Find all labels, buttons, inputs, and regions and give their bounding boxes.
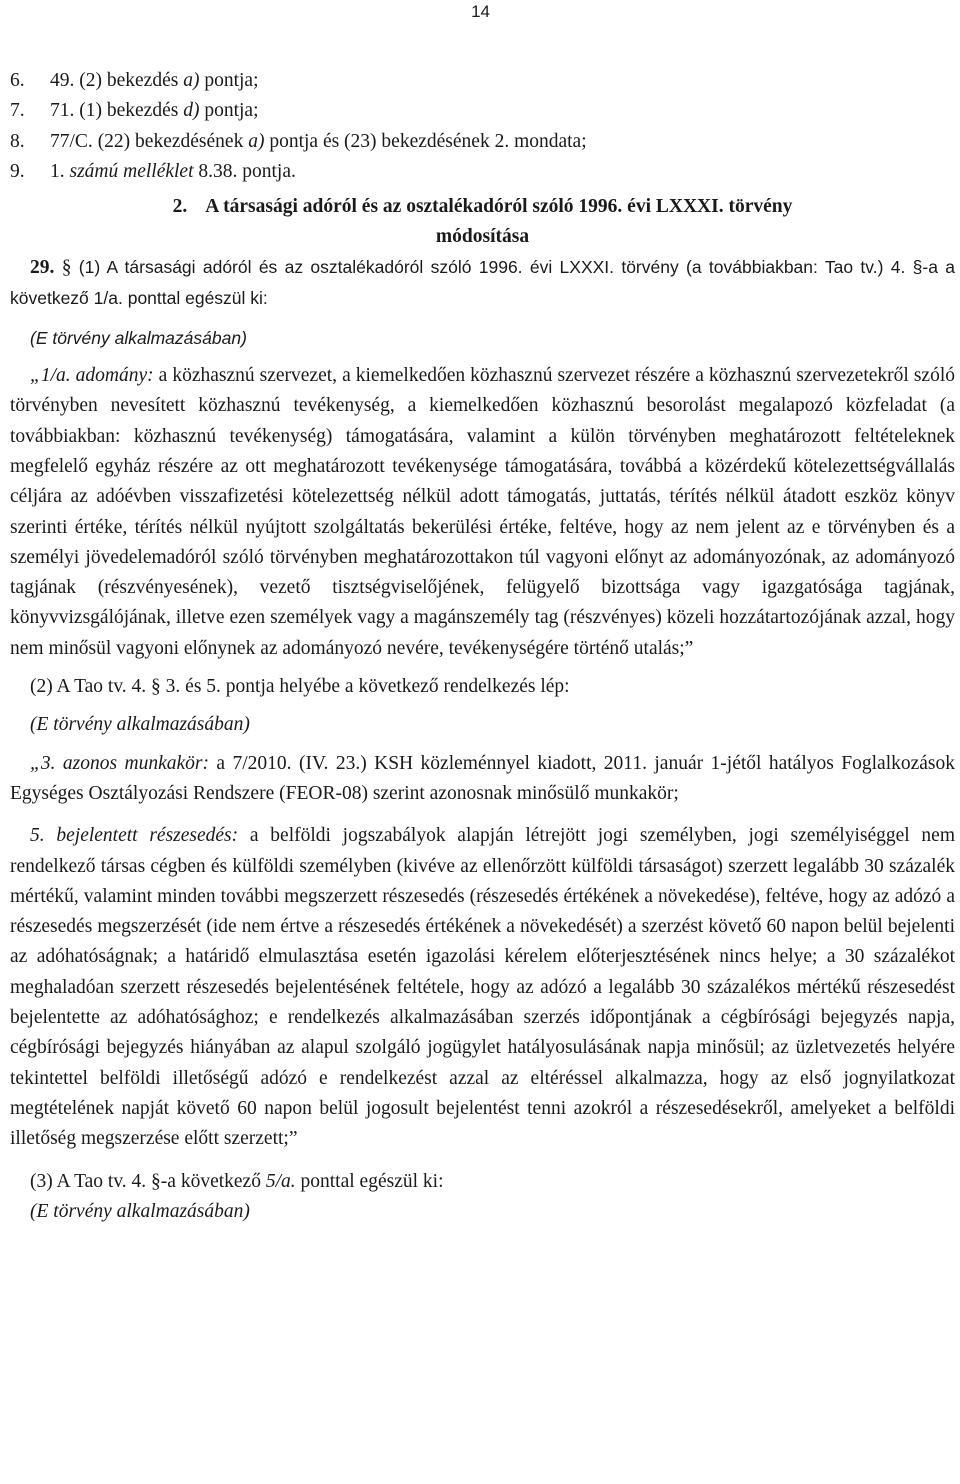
list-item bbox=[10, 66, 955, 96]
chapter-heading: 2. A társasági adóról és az osztalékadóról szóló 1996. évi LXXXI. törvény módosítása bbox=[172, 196, 793, 248]
definition-3: „3. azonos munkakör: a 7/2010. (IV. 23.) KSH közleménnyel kiadott, 2011. január 1-jétől hatályos Foglalkozások Egységes Osztályozási Rendszere (FEOR-08) szerint azonosnak minősülő munkakör; bbox=[10, 752, 956, 804]
list-item bbox=[10, 96, 955, 126]
list-item bbox=[10, 157, 955, 187]
section-29-paragraph-3: (3) A Tao tv. 4. §-a következő 5/a. ponttal egészül ki: bbox=[30, 1170, 444, 1192]
list-item-text: 1. számú melléklet 8.38. pontja. bbox=[50, 160, 296, 182]
section-29-paragraph-1: 29. § (1) A társasági adóról és az osztalékadóról szóló 1996. évi LXXXI. törvény (a továbbiakban: Tao tv.) 4. §-a a következő 1/a. ponttal egészül ki: bbox=[10, 257, 955, 309]
list-item-number: 6. bbox=[10, 70, 25, 91]
definition-5: 5. bejelentett részesedés: a belföldi jogszabályok alapján létrejött jogi személyben, jogi személyiséggel nem rendelkező társas cégben és külföldi személyben (kivéve az ellenőrzött külföldi társaságot) szerzett legalább 30 százalék mértékű, valamint minden további megszerzett részesedés (részesedés értékének a növekedése), feltéve, hogy az adózó a részesedés megszerzését (ide nem értve a részesedés értékének a növekedését) a szerzést követő 60 napon belül bejelenti az adóhatóságnak; a határidő elmulasztása esetén igazolási kérelem előterjesztésének nincs helye; a 30 százalékot meghaladóan szerzett részesedés bejelentésének feltétele, hogy az adózó a legalább 30 százalékos mértékű részesedést bejelentette az adóhatósághoz; e rendelkezés alkalmazásában szerzés időpontjának a cégbírósági bejegyzés napja, cégbírósági bejegyzés hiányában az alapul szolgáló jogügylet hatályosulásának napja minősül; az üzletvezetés helyére tekintettel belföldi illetőségű adózó e rendelkezést azzal az eltéréssel alkalmazza, hogy az első jognyilatkozat megtételének napját követő 60 napon belül jogosult bejelentést tenni azokról a részesedésekről, amelyeket a belföldi illetőség megszerzése előtt szerzett;” bbox=[10, 825, 956, 1150]
list-item-text: 49. (2) bekezdés a) pontja; bbox=[50, 70, 259, 91]
page-number: 14 bbox=[471, 2, 490, 21]
section-29-paragraph-2: (2) A Tao tv. 4. § 3. és 5. pontja helyébe a következő rendelkezés lép: bbox=[30, 676, 570, 698]
scope-note: (E törvény alkalmazásában) bbox=[30, 1200, 250, 1222]
scope-note: (E törvény alkalmazásában) bbox=[30, 327, 247, 348]
definition-1a: „1/a. adomány: a közhasznú szervezet, a kiemelkedően közhasznú szervezet részére a közhasznú szervezetekről szóló törvényben nevesített közhasznú tevékenység, a kiemelkedően közhasznú besorolást megalapozó közfeladat (a továbbiakban: közhasznú tevékenység) támogatására, valamint a külön törvényben meghatározott feltételeknek megfelelő egyház részére az ott meghatározott tevékenysége támogatására, továbbá a közérdekű kötelezettségvállalás céljára az adóévben visszafizetési kötelezettség nélkül adott támogatás, juttatás, térítés nélkül átadott eszköz könyv szerinti értéke, térítés nélkül nyújtott szolgáltatás bekerülési értéke, feltéve, hogy az nem jelent az e törvényben és a személyi jövedelemadóról szóló törvényben meghatározottakon túl vagyoni előnyt az adományozónak, az adományozó tagjának (részvényesének), vezető tisztségviselőjének, felügyelő bizottsága vagy igazgatósága tagjának, könyvvizsgálójának, illetve ezen személyek vagy a magánszemély tag (részvényes) közeli hozzátartozójának azzal, hogy nem minősül vagyoni előnynek az adományozó nevére, tevékenységére történő utalás;” bbox=[10, 365, 955, 659]
list-item-number: 7. bbox=[10, 100, 25, 122]
list-item-number: 9. bbox=[10, 160, 25, 182]
list-item bbox=[10, 127, 955, 157]
list-item-text: 77/C. (22) bekezdésének a) pontja és (23) bekezdésének 2. mondata; bbox=[50, 130, 587, 152]
document-body bbox=[10, 66, 955, 1227]
list-item-number: 8. bbox=[10, 130, 25, 152]
list-item-text: 71. (1) bekezdés d) pontja; bbox=[50, 100, 259, 122]
scope-note: (E törvény alkalmazásában) bbox=[30, 714, 250, 736]
